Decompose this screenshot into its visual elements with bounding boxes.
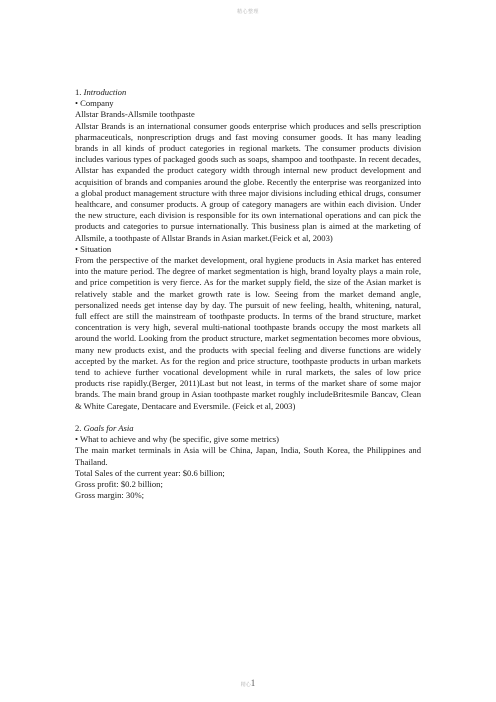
page-number: 1 — [250, 678, 256, 688]
situation-label: • Situation — [75, 243, 112, 254]
header-watermark: 精心整理 — [236, 9, 259, 15]
metric-total-sales: Total Sales of the current year: $0.6 billion; — [75, 467, 225, 478]
section-2-title: 2. Goals for Asia — [75, 422, 134, 433]
metric-gross-margin: Gross margin: 30%; — [75, 490, 145, 501]
company-label: • Company — [75, 98, 114, 109]
goals-label: • What to achieve and why (be specific, give some metrics) — [75, 434, 280, 445]
section-1-title: 1. Introduction — [75, 87, 127, 97]
page-footer — [0, 678, 496, 688]
metric-gross-profit: Gross profit: $0.2 billion; — [75, 478, 163, 489]
goals-paragraph: The main market terminals in Asia will be China, Japan, India, South Korea, the Philippines and Thailand. — [75, 445, 421, 467]
intro-paragraph: Allstar Brands is an international consumer goods enterprise which produces and sells prescription pharmaceuticals, nonprescription drugs and fast moving consumer goods. It has many leading brands in all kinds of product categories in regional markets. The consumer products division includes various types of packaged goods such as soaps, shampoo and toothpaste. In recent decades, Allstar has expanded the product category width through internal new product development and acquisition of brands and companies around the globe. Recently the enterprise was reorganized into a global product management structure with three major divisions including ethical drugs, consumer healthcare, and consumer products. A group of category managers are within each division. Under the new structure, each division is responsible for its own international operations and can pick the products and categories to pursue internationally. This business plan is aimed at the marketing of Allsmile, a toothpaste of Allstar Brands in Asian market.(Feick et al, 2003) — [75, 120, 421, 243]
situation-paragraph: From the perspective of the market development, oral hygiene products in Asia market has entered into the mature period. The degree of market segmentation is high, brand loyalty plays a main role, and price competition is very fierce. As for the market supply field, the size of the Asian market is relatively stable and the market growth rate is low. Seeing from the market demand angle, personalized needs get intense day by day. The pursuit of new feeling, health, whitening, natural, full effect are still the mainstream of toothpaste products. In terms of the brand structure, market concentration is very high, several multi-national toothpaste brands occupy the most markets all around the world. Looking from the product structure, market segmentation becomes more obvious, many new products exist, and the products with special feeling and diverse functions are widely accepted by the market. As for the region and price structure, toothpaste products in urban markets tend to achieve further vocational development while in rural markets, the sales of low price products rise rapidly.(Berger, 2011)Last but not least, in terms of the market share of some major brands. The main brand group in Asian toothpaste market roughly includeBritesmile Bancav, Clean & White Caregate, Dentacare and Eversmile. (Feick et al, 2003) — [75, 255, 421, 411]
footer-watermark: 精心 — [240, 682, 251, 688]
product-name: Allstar Brands-Allsmile toothpaste — [75, 109, 195, 120]
document-body — [75, 87, 421, 501]
